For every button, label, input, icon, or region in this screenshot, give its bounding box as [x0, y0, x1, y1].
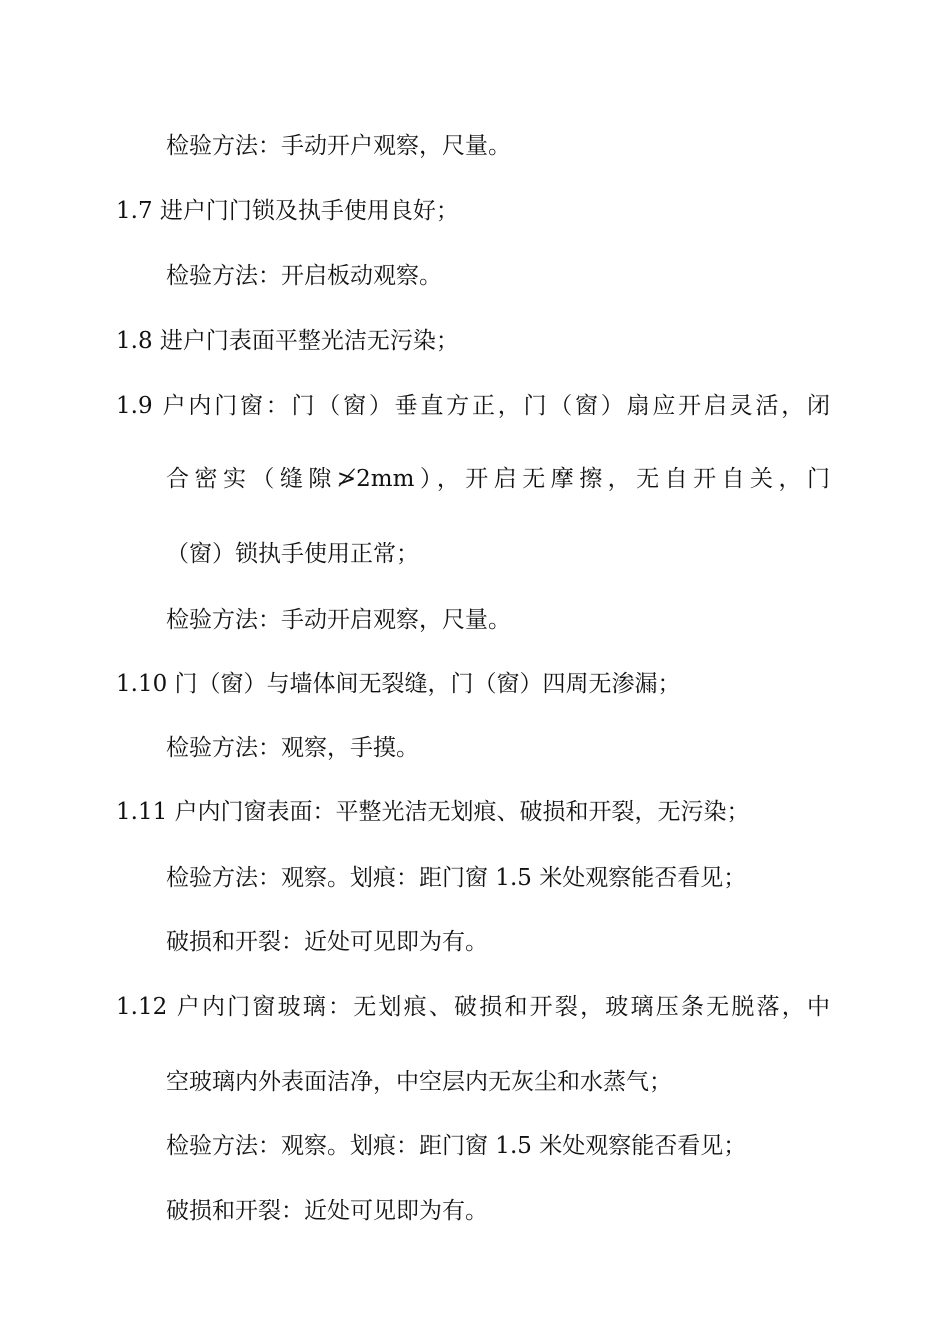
inspection-method-line: 检验方法：观察，手摸。 [166, 735, 419, 761]
clause-1-7: 1.7 进户门门锁及执手使用良好； [116, 198, 459, 224]
inspection-method-line: 检验方法：手动开户观察，尺量。 [166, 133, 511, 159]
clause-1-11: 1.11 户内门窗表面：平整光洁无划痕、破损和开裂，无污染； [116, 799, 750, 825]
inspection-method-line: 检验方法：观察。划痕：距门窗 1.5 米处观察能否看见； [166, 865, 747, 891]
clause-1-12: 1.12 户内门窗玻璃：无划痕、破损和开裂，玻璃压条无脱落，中 [116, 994, 830, 1020]
clause-1-8: 1.8 进户门表面平整光洁无污染； [116, 328, 459, 354]
inspection-method-line: 检验方法：观察。划痕：距门窗 1.5 米处观察能否看见； [166, 1133, 747, 1159]
inspection-note-line: 破损和开裂：近处可见即为有。 [166, 929, 488, 955]
inspection-method-line: 检验方法：手动开启观察，尺量。 [166, 607, 511, 633]
clause-1-9-continuation: （窗）锁执手使用正常； [166, 541, 419, 567]
clause-1-9: 1.9 户内门窗：门（窗）垂直方正，门（窗）扇应开启灵活，闭 [116, 393, 830, 419]
inspection-note-line: 破损和开裂：近处可见即为有。 [166, 1198, 488, 1224]
inspection-method-line: 检验方法：开启板动观察。 [166, 263, 442, 289]
clause-1-9-continuation: 合密实（缝隙≯2mm），开启无摩擦，无自开自关，门 [166, 466, 830, 492]
clause-1-10: 1.10 门（窗）与墙体间无裂缝，门（窗）四周无渗漏； [116, 671, 681, 697]
clause-1-12-continuation: 空玻璃内外表面洁净，中空层内无灰尘和水蒸气； [166, 1069, 672, 1095]
